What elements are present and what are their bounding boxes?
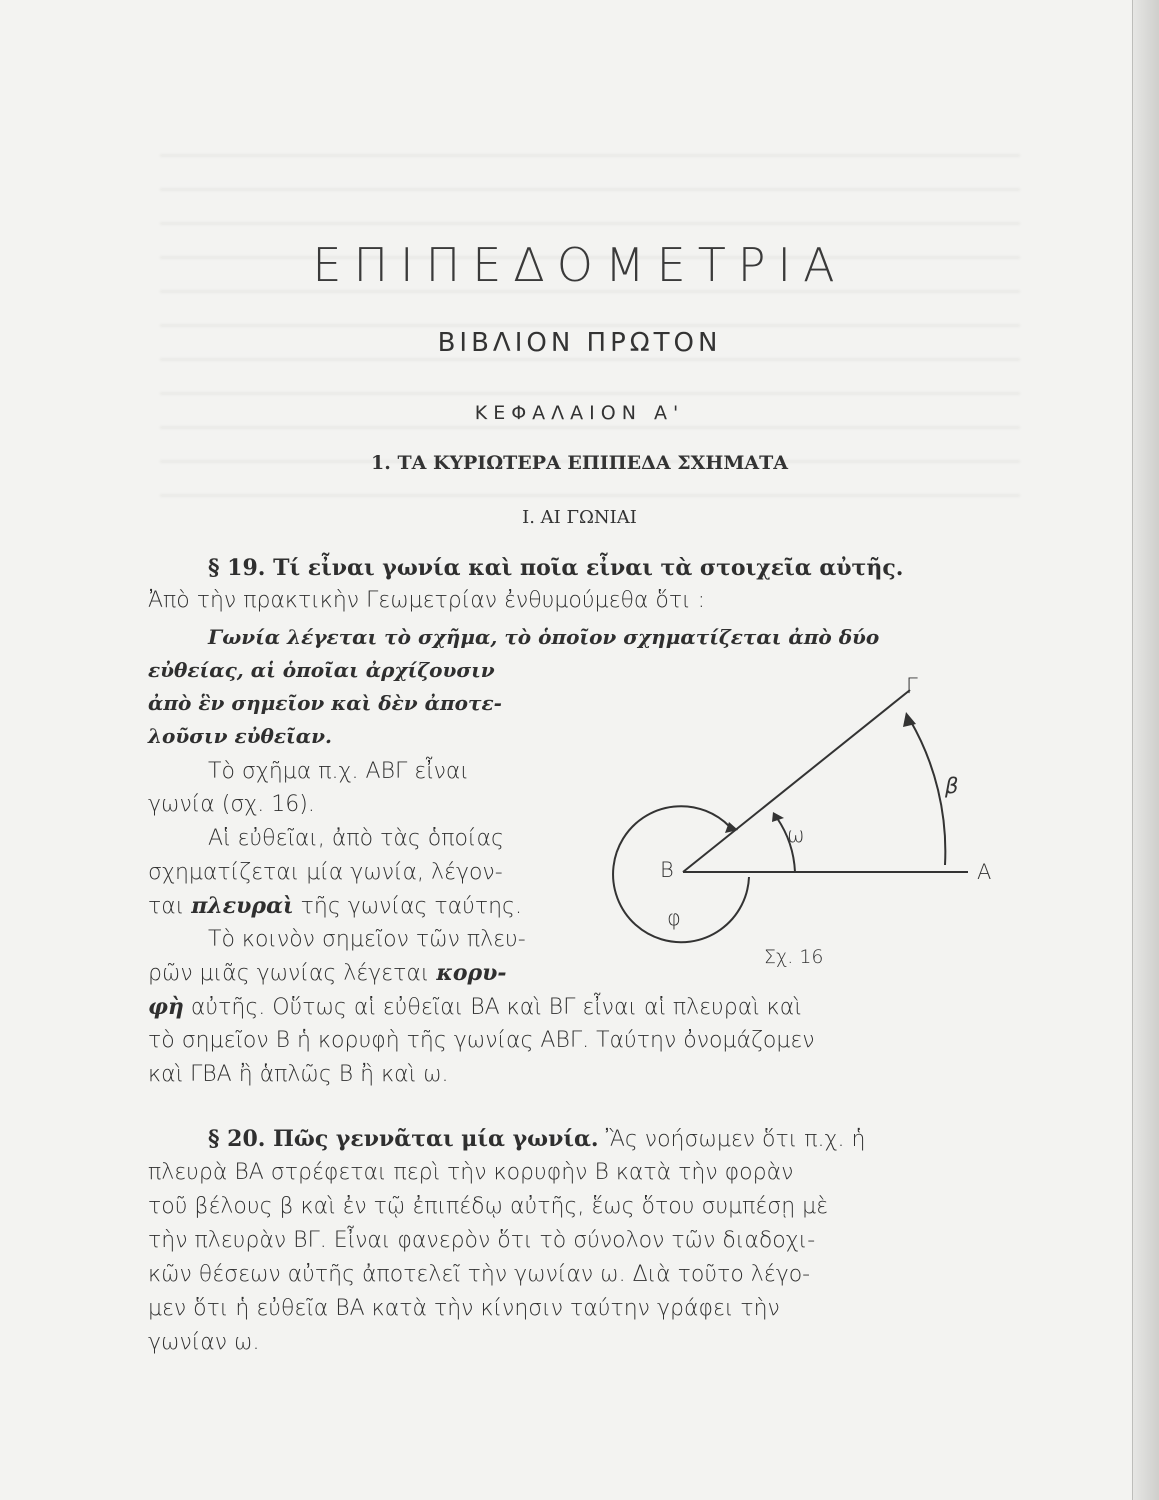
example-line: Τὸ σχῆμα π.χ. ΑΒΓ εἶναι	[208, 759, 469, 784]
label-phi: φ	[667, 906, 681, 930]
label-omega: ω	[787, 823, 805, 847]
vertex-line-pre: ρῶν μιᾶς γωνίας λέγεται	[148, 961, 437, 986]
book-heading: ΒΙΒΛΙΟΝ ΠΡΩΤΟΝ	[437, 328, 722, 358]
example-line: γωνία (σχ. 16).	[148, 792, 315, 817]
para20-line-rest: Ἂς νοήσωμεν ὅτι π.χ. ἡ	[598, 1127, 866, 1152]
definition-line: Γωνία λέγεται τὸ σχῆμα, τὸ ὁποῖον σχηματίζεται ἀπὸ δύο	[208, 625, 880, 649]
sides-line-post: τῆς γωνίας ταύτης.	[293, 894, 522, 919]
para20-line: γωνίαν ω.	[148, 1330, 260, 1355]
term-sides: πλευραὶ	[191, 893, 294, 919]
beta-arc	[910, 720, 945, 865]
para20-line: κῶν θέσεων αὐτῆς ἀποτελεῖ τὴν γωνίαν ω. Διὰ τοῦτο λέγο-	[148, 1262, 811, 1287]
sides-line: Αἱ εὐθεῖαι, ἀπὸ τὰς ὁποίας	[208, 826, 504, 851]
label-B: B	[660, 858, 674, 882]
subsection-heading: I. ΑΙ ΓΩΝΙΑΙ	[522, 507, 637, 528]
vertex-line: καὶ ΓΒΑ ἢ ἁπλῶς Β ἢ καὶ ω.	[148, 1062, 449, 1087]
chapter-heading: ΚΕΦΑΛΑΙΟΝ Α'	[474, 402, 685, 424]
figure-caption: Σχ. 16	[764, 946, 824, 968]
label-beta: β	[945, 774, 959, 798]
para20-line: πλευρὰ ΒΑ στρέφεται περὶ τὴν κορυφὴν Β κατὰ τὴν φορὰν	[148, 1160, 794, 1185]
para19-heading-text: § 19. Τί εἶναι γωνία καὶ ποῖα εἶναι τὰ στοιχεῖα αὐτῆς.	[208, 555, 904, 581]
vertex-line: τὸ σημεῖον Β ἡ κορυφὴ τῆς γωνίας ΑΒΓ. Ταύτην ὀνομάζομεν	[148, 1028, 815, 1053]
sides-line: σχηματίζεται μία γωνία, λέγον-	[148, 860, 503, 885]
definition-line: λοῦσιν εὐθεῖαν.	[148, 724, 332, 748]
para20-line: μεν ὅτι ἡ εὐθεῖα ΒΑ κατὰ τὴν κίνησιν ταύτην γράφει τὴν	[148, 1296, 780, 1321]
beta-arrow-head	[903, 712, 916, 727]
sides-line-pre: ται	[148, 894, 192, 919]
para20-line: τὴν πλευρὰν ΒΓ. Εἶναι φανερὸν ὅτι τὸ σύνολον τῶν διαδοχι-	[148, 1228, 816, 1253]
term-vertex: κορυ-	[436, 960, 507, 986]
para19-line: Ἀπὸ τὴν πρακτικὴν Γεωμετρίαν ἐνθυμούμεθα ὅτι :	[148, 588, 706, 613]
label-A: A	[977, 860, 992, 884]
para20-line	[208, 1124, 865, 1155]
term-vertex-end: φὴ	[148, 994, 184, 1020]
label-G: Γ	[906, 674, 918, 698]
vertex-line-post: αὐτῆς. Οὕτως αἱ εὐθεῖαι ΒΑ καὶ ΒΓ εἶναι αἱ πλευραὶ καὶ	[183, 995, 802, 1020]
definition-line: εὐθείας, αἱ ὁποῖαι ἀρχίζουσιν	[148, 658, 495, 682]
page-title: ΕΠΙΠΕΔΟΜΕΤΡΙΑ	[312, 238, 847, 292]
vertex-line: Τὸ κοινὸν σημεῖον τῶν πλευ-	[208, 927, 526, 952]
section-heading: 1. ΤΑ ΚΥΡΙΩΤΕΡΑ ΕΠΙΠΕΔΑ ΣΧΗΜΑΤΑ	[371, 452, 788, 474]
para20-line: τοῦ βέλους β καὶ ἐν τῷ ἐπιπέδῳ αὐτῆς, ἕως ὅτου συμπέσῃ μὲ	[148, 1194, 829, 1219]
para20-heading: § 20. Πῶς γεννᾶται μία γωνία.	[208, 1126, 599, 1152]
definition-line: ἀπὸ ἓν σημεῖον καὶ δὲν ἀποτε-	[148, 691, 502, 715]
